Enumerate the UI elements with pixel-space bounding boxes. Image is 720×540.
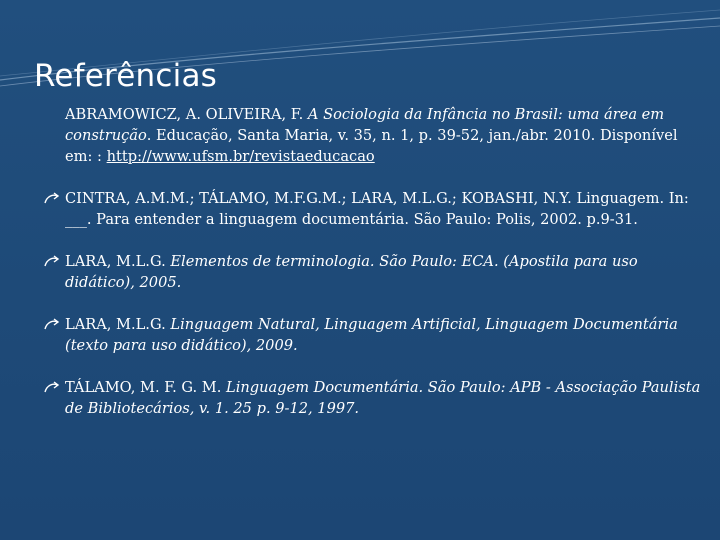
reference-author: LARA, M.L.G.: [65, 253, 171, 270]
slide-title: Referências: [34, 58, 217, 94]
reference-text: CINTRA, A.M.M.; TÁLAMO, M.F.G.M.; LARA, M.L.G.; KOBASHI, N.Y. Linguagem. In: ___. Para entender a linguagem documentária. São Paulo: Polis, 2002. p.9-31.: [65, 190, 689, 228]
reference-item-lara-2009: [44, 314, 704, 356]
reference-details: . Educação, Santa Maria, v. 35, n. 1, p. 39-52, jan./abr. 2010. Disponível em: :: [65, 127, 678, 165]
reference-item-cintra: [44, 188, 704, 230]
curved-arrow-bullet-icon: [44, 191, 60, 205]
reference-item-abramowicz: [44, 104, 704, 167]
reference-author: TÁLAMO, M. F. G. M.: [65, 379, 227, 396]
reference-link[interactable]: http://www.ufsm.br/revistaeducacao: [106, 148, 375, 165]
reference-author: ABRAMOWICZ, A. OLIVEIRA, F.: [65, 106, 308, 123]
reference-title: Linguagem Natural, Linguagem Artificial, Linguagem Documentária (texto para uso didático), 2009.: [65, 316, 678, 354]
reference-title: Elementos de terminologia. São Paulo: ECA. (Apostila para uso didático), 2005.: [65, 253, 638, 291]
reference-title: A Sociologia da Infância no Brasil: uma área em construção: [65, 106, 665, 144]
reference-list: [44, 104, 704, 440]
reference-item-talamo: [44, 377, 704, 419]
reference-item-lara-2005: [44, 251, 704, 293]
reference-author: LARA, M.L.G.: [65, 316, 171, 333]
curved-arrow-bullet-icon: [44, 317, 60, 331]
curved-arrow-bullet-icon: [44, 254, 60, 268]
curved-arrow-bullet-icon: [44, 380, 60, 394]
reference-title: Linguagem Documentária. São Paulo: APB - Associação Paulista de Bibliotecários, v. 1. 25 p. 9-12, 1997.: [65, 379, 701, 417]
